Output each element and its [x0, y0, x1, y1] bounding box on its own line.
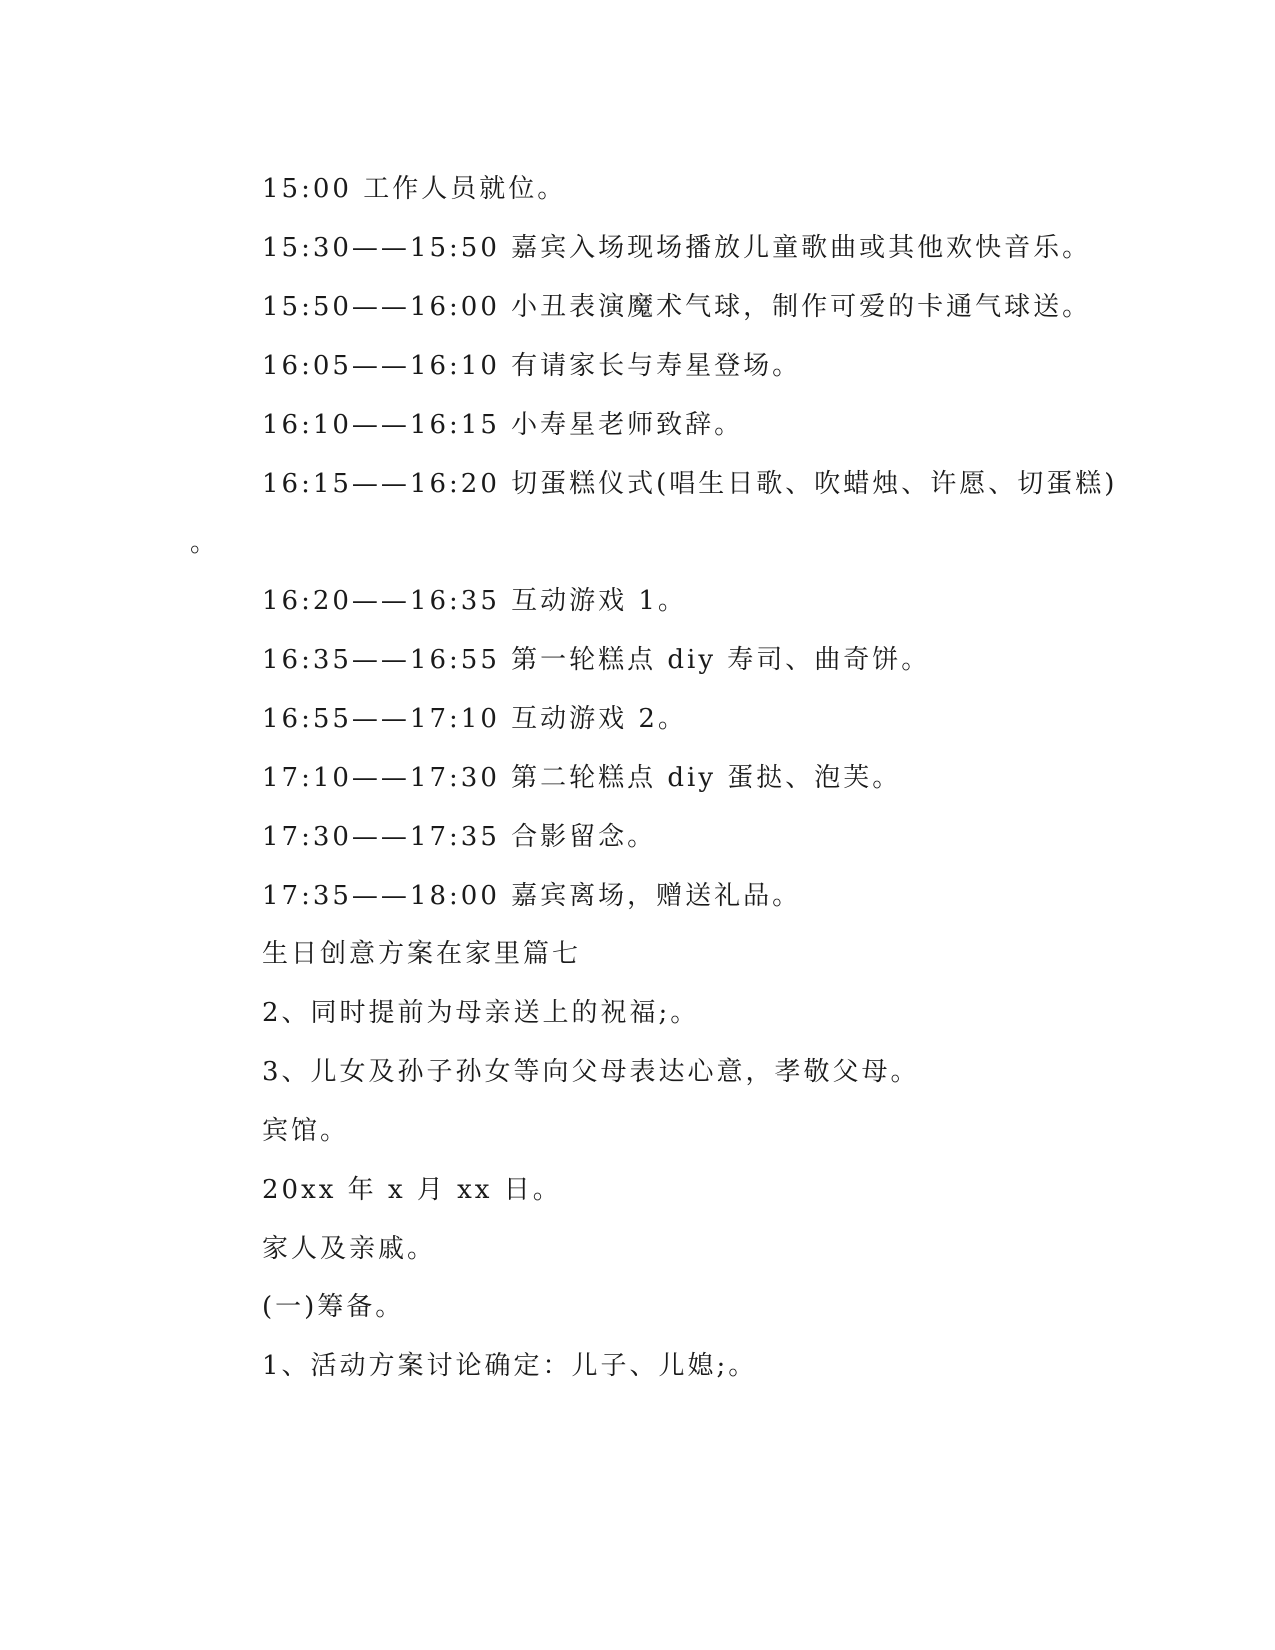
- schedule-line-1620: 16:20——16:35 互动游戏 1。: [262, 586, 687, 616]
- schedule-line-1615: 16:15——16:20 切蛋糕仪式(唱生日歌、吹蜡烛、许愿、切蛋糕): [262, 469, 1118, 499]
- schedule-line-1730: 17:30——17:35 合影留念。: [262, 822, 657, 852]
- paragraph-line: 3、儿女及孙子孙女等向父母表达心意，孝敬父母。: [262, 1057, 920, 1087]
- schedule-line-1550: 15:50——16:00 小丑表演魔术气球，制作可爱的卡通气球送。: [262, 292, 1092, 322]
- schedule-line-1655: 16:55——17:10 互动游戏 2。: [262, 704, 687, 734]
- schedule-line-1610: 16:10——16:15 小寿星老师致辞。: [262, 410, 744, 440]
- schedule-line-1710: 17:10——17:30 第二轮糕点 diy 蛋挞、泡芙。: [262, 763, 902, 793]
- paragraph-line: 家人及亲戚。: [262, 1234, 437, 1264]
- schedule-line-1605: 16:05——16:10 有请家长与寿星登场。: [262, 351, 802, 381]
- schedule-line-1500: 15:00 工作人员就位。: [262, 174, 567, 204]
- schedule-line-1735: 17:35——18:00 嘉宾离场，赠送礼品。: [262, 881, 802, 911]
- paragraph-line: 宾馆。: [262, 1116, 350, 1146]
- paragraph-line: 20xx 年 x 月 xx 日。: [262, 1175, 562, 1205]
- paragraph-line: 1、活动方案讨论确定：儿子、儿媳;。: [262, 1351, 758, 1381]
- section-heading: 生日创意方案在家里篇七: [262, 939, 582, 969]
- schedule-line-1615-wrap: 。: [190, 528, 220, 558]
- schedule-line-1530: 15:30——15:50 嘉宾入场现场播放儿童歌曲或其他欢快音乐。: [262, 233, 1092, 263]
- paragraph-line: (一)筹备。: [262, 1292, 405, 1322]
- paragraph-line: 2、同时提前为母亲送上的祝福;。: [262, 998, 700, 1028]
- schedule-line-1635: 16:35——16:55 第一轮糕点 diy 寿司、曲奇饼。: [262, 645, 931, 675]
